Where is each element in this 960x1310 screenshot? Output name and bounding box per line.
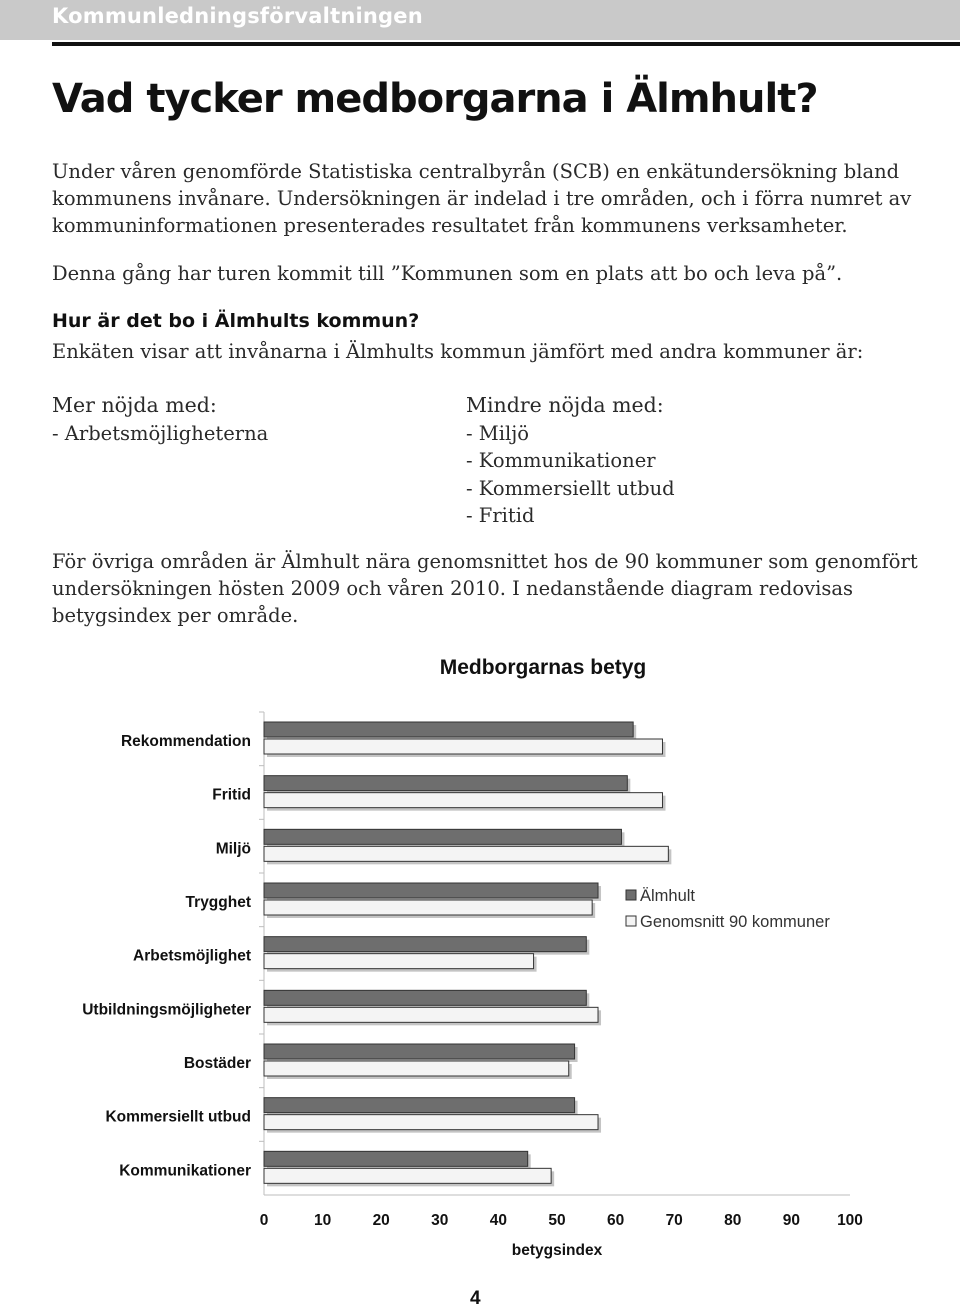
bar-kommersiellt-utbud-genomsnitt	[264, 1115, 598, 1130]
intro-paragraph: Under våren genomförde Statistiska centralbyrån (SCB) en enkätundersökning bland kommunens invånare. Undersökningen är indelad i tre områden, och i förra numret av kommuninformationen presenterades resultatet från kommunens verksamheter.	[52, 160, 912, 237]
x-tick-label: 50	[548, 1212, 566, 1229]
less-satisfied-heading: Mindre nöjda med:	[466, 393, 664, 417]
section-title: Kommunledningsförvaltningen	[52, 4, 423, 28]
category-label-milj-: Miljö	[215, 840, 251, 858]
article-title: Vad tycker medborgarna i Älmhult?	[52, 76, 818, 122]
bar-milj--genomsnitt	[264, 846, 668, 861]
legend-swatch	[626, 890, 636, 900]
bar-rekommendation-almhult	[264, 722, 633, 737]
bar-bost-der-genomsnitt	[264, 1061, 569, 1076]
x-tick-label: 60	[606, 1212, 625, 1229]
bar-fritid-genomsnitt	[264, 793, 662, 808]
closing-paragraph: För övriga områden är Älmhult nära genomsnittet hos de 90 kommuner som genomfört undersökningen hösten 2009 och våren 2010. I nedanstående diagram redovisas betygsindex per område.	[52, 550, 918, 627]
bar-bost-der-almhult	[264, 1044, 575, 1059]
intro-paragraph-2: Denna gång har turen kommit till ”Kommunen som en plats att bo och leva på”.	[52, 262, 843, 285]
list-item: - Miljö	[466, 421, 530, 445]
bar-kommunikationer-genomsnitt	[264, 1168, 551, 1183]
more-satisfied-heading: Mer nöjda med:	[52, 393, 217, 417]
bar-utbildningsm-jligheter-almhult	[264, 990, 586, 1005]
category-label-utbildningsm-jligheter: Utbildningsmöjligheter	[82, 1001, 251, 1019]
category-label-arbetsm-jlighet: Arbetsmöjlighet	[133, 947, 251, 965]
x-axis-label: betygsindex	[511, 1242, 603, 1259]
list-item: - Kommersiellt utbud	[466, 476, 675, 500]
subheading: Hur är det bo i Älmhults kommun?	[52, 310, 420, 332]
bar-kommunikationer-almhult	[264, 1151, 528, 1166]
page-number: 4	[470, 1288, 481, 1309]
list-item: - Arbetsmöjligheterna	[52, 421, 269, 445]
category-label-kommersiellt-utbud: Kommersiellt utbud	[105, 1108, 251, 1126]
bar-arbetsm-jlighet-almhult	[264, 937, 586, 952]
category-label-rekommendation: Rekommendation	[120, 733, 251, 750]
legend-label: Genomsnitt 90 kommuner	[640, 913, 830, 931]
legend-label: Älmhult	[640, 887, 696, 905]
list-item: - Fritid	[466, 504, 535, 527]
bar-kommersiellt-utbud-almhult	[264, 1098, 575, 1113]
bar-utbildningsm-jligheter-genomsnitt	[264, 1007, 598, 1022]
x-tick-label: 0	[259, 1212, 269, 1229]
x-tick-label: 20	[372, 1212, 390, 1229]
x-tick-label: 10	[313, 1212, 332, 1229]
category-label-bost-der: Bostäder	[183, 1055, 251, 1072]
bar-rekommendation-genomsnitt	[264, 739, 662, 754]
x-tick-label: 90	[782, 1212, 801, 1229]
x-tick-label: 30	[431, 1212, 449, 1229]
x-tick-label: 70	[665, 1212, 683, 1229]
x-tick-label: 40	[489, 1212, 508, 1229]
x-tick-label: 80	[724, 1212, 742, 1229]
bar-fritid-almhult	[264, 776, 627, 791]
lead-paragraph: Enkäten visar att invånarna i Älmhults kommun jämfört med andra kommuner är:	[52, 340, 864, 363]
list-item: - Kommunikationer	[466, 449, 656, 472]
category-label-kommunikationer: Kommunikationer	[119, 1162, 251, 1180]
bar-trygghet-almhult	[264, 883, 598, 898]
category-label-trygghet: Trygghet	[185, 894, 251, 911]
chart-title: Medborgarnas betyg	[439, 656, 647, 679]
legend-swatch	[626, 916, 636, 926]
bar-arbetsm-jlighet-genomsnitt	[264, 954, 534, 969]
x-tick-label: 100	[837, 1212, 863, 1229]
bar-trygghet-genomsnitt	[264, 900, 592, 915]
bar-milj--almhult	[264, 829, 621, 844]
category-label-fritid: Fritid	[212, 786, 251, 804]
